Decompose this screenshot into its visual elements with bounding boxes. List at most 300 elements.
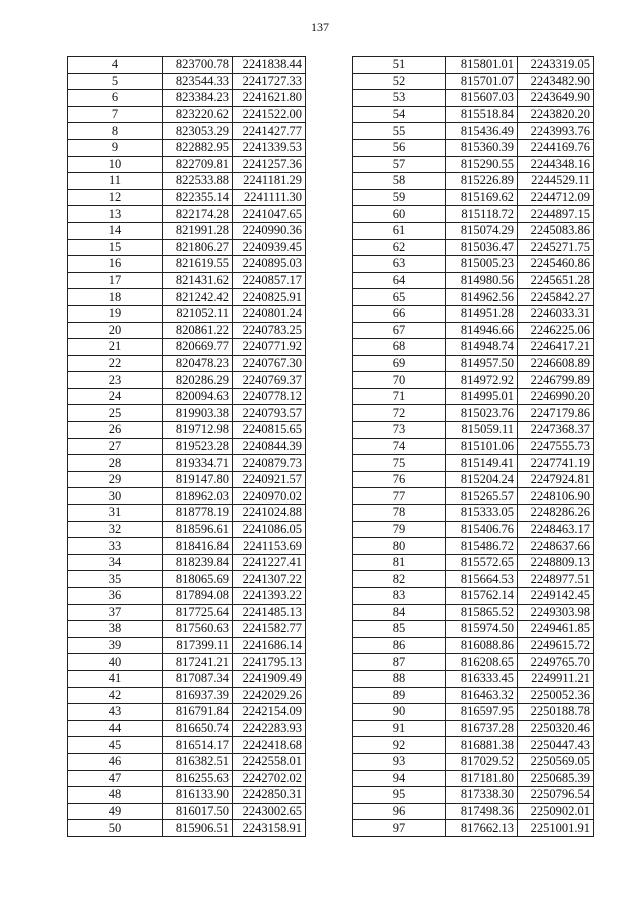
x-coordinate-cell: 818416.84	[163, 538, 233, 555]
point-number-cell: 85	[353, 621, 446, 638]
y-coordinate-cell: 2244169.76	[518, 139, 594, 156]
x-coordinate-cell: 820669.77	[163, 339, 233, 356]
table-row	[68, 405, 306, 422]
y-coordinate-cell: 2251001.91	[518, 820, 594, 837]
y-coordinate-cell: 2248809.13	[518, 554, 594, 571]
point-number-cell: 51	[353, 57, 446, 74]
x-coordinate-cell: 816791.84	[163, 704, 233, 721]
table-row	[353, 57, 594, 74]
table-row	[68, 637, 306, 654]
point-number-cell: 6	[68, 90, 163, 107]
x-coordinate-cell: 815701.07	[446, 73, 518, 90]
table-row	[353, 438, 594, 455]
point-number-cell: 83	[353, 588, 446, 605]
table-row	[353, 422, 594, 439]
table-row	[353, 471, 594, 488]
x-coordinate-cell: 814957.50	[446, 355, 518, 372]
y-coordinate-cell: 2244348.16	[518, 156, 594, 173]
point-number-cell: 20	[68, 322, 163, 339]
x-coordinate-cell: 820861.22	[163, 322, 233, 339]
x-coordinate-cell: 818065.69	[163, 571, 233, 588]
y-coordinate-cell: 2241393.22	[233, 588, 306, 605]
point-number-cell: 8	[68, 123, 163, 140]
y-coordinate-cell: 2241153.69	[233, 538, 306, 555]
table-row	[68, 206, 306, 223]
x-coordinate-cell: 814962.56	[446, 289, 518, 306]
point-number-cell: 67	[353, 322, 446, 339]
point-number-cell: 61	[353, 222, 446, 239]
y-coordinate-cell: 2240778.12	[233, 388, 306, 405]
table-row	[353, 405, 594, 422]
y-coordinate-cell: 2243993.76	[518, 123, 594, 140]
point-number-cell: 39	[68, 637, 163, 654]
point-number-cell: 81	[353, 554, 446, 571]
page-number: 137	[311, 20, 329, 34]
y-coordinate-cell: 2245271.75	[518, 239, 594, 256]
y-coordinate-cell: 2240815.65	[233, 422, 306, 439]
y-coordinate-cell: 2242029.26	[233, 687, 306, 704]
point-number-cell: 28	[68, 455, 163, 472]
y-coordinate-cell: 2241838.44	[233, 57, 306, 74]
table-row	[68, 173, 306, 190]
table-row	[353, 670, 594, 687]
x-coordinate-cell: 821052.11	[163, 305, 233, 322]
table-row	[68, 720, 306, 737]
table-row	[353, 189, 594, 206]
table-row	[353, 753, 594, 770]
x-coordinate-cell: 815226.89	[446, 173, 518, 190]
x-coordinate-cell: 815865.52	[446, 604, 518, 621]
table-row	[68, 388, 306, 405]
x-coordinate-cell: 815486.72	[446, 538, 518, 555]
point-number-cell: 58	[353, 173, 446, 190]
x-coordinate-cell: 822355.14	[163, 189, 233, 206]
point-number-cell: 86	[353, 637, 446, 654]
x-coordinate-cell: 815059.11	[446, 422, 518, 439]
x-coordinate-cell: 816937.39	[163, 687, 233, 704]
y-coordinate-cell: 2240767.30	[233, 355, 306, 372]
table-row	[68, 422, 306, 439]
table-row	[353, 538, 594, 555]
table-row	[353, 637, 594, 654]
x-coordinate-cell: 816514.17	[163, 737, 233, 754]
table-row	[68, 820, 306, 837]
y-coordinate-cell: 2240793.57	[233, 405, 306, 422]
table-row	[353, 322, 594, 339]
y-coordinate-cell: 2240990.36	[233, 222, 306, 239]
point-number-cell: 36	[68, 588, 163, 605]
point-number-cell: 13	[68, 206, 163, 223]
point-number-cell: 66	[353, 305, 446, 322]
y-coordinate-cell: 2247368.37	[518, 422, 594, 439]
point-number-cell: 22	[68, 355, 163, 372]
table-row	[68, 753, 306, 770]
table-row	[68, 239, 306, 256]
x-coordinate-cell: 817560.63	[163, 621, 233, 638]
x-coordinate-cell: 821806.27	[163, 239, 233, 256]
point-number-cell: 19	[68, 305, 163, 322]
point-number-cell: 88	[353, 670, 446, 687]
point-number-cell: 54	[353, 106, 446, 123]
table-row	[353, 621, 594, 638]
y-coordinate-cell: 2249615.72	[518, 637, 594, 654]
table-row	[353, 256, 594, 273]
point-number-cell: 52	[353, 73, 446, 90]
table-row	[353, 139, 594, 156]
x-coordinate-cell: 823544.33	[163, 73, 233, 90]
x-coordinate-cell: 821619.55	[163, 256, 233, 273]
x-coordinate-cell: 816088.86	[446, 637, 518, 654]
x-coordinate-cell: 816881.38	[446, 737, 518, 754]
x-coordinate-cell: 817087.34	[163, 670, 233, 687]
point-number-cell: 10	[68, 156, 163, 173]
point-number-cell: 24	[68, 388, 163, 405]
point-number-cell: 74	[353, 438, 446, 455]
y-coordinate-cell: 2241522.00	[233, 106, 306, 123]
table-row	[353, 90, 594, 107]
table-row	[68, 322, 306, 339]
y-coordinate-cell: 2250569.05	[518, 753, 594, 770]
x-coordinate-cell: 815149.41	[446, 455, 518, 472]
y-coordinate-cell: 2241427.77	[233, 123, 306, 140]
point-number-cell: 18	[68, 289, 163, 306]
point-number-cell: 76	[353, 471, 446, 488]
y-coordinate-cell: 2240771.92	[233, 339, 306, 356]
x-coordinate-cell: 814995.01	[446, 388, 518, 405]
table-row	[68, 222, 306, 239]
y-coordinate-cell: 2248106.90	[518, 488, 594, 505]
x-coordinate-cell: 817399.11	[163, 637, 233, 654]
point-number-cell: 37	[68, 604, 163, 621]
point-number-cell: 32	[68, 521, 163, 538]
table-row	[353, 654, 594, 671]
x-coordinate-cell: 815406.76	[446, 521, 518, 538]
table-row	[353, 571, 594, 588]
x-coordinate-cell: 820478.23	[163, 355, 233, 372]
x-coordinate-cell: 815906.51	[163, 820, 233, 837]
point-number-cell: 9	[68, 139, 163, 156]
point-number-cell: 93	[353, 753, 446, 770]
y-coordinate-cell: 2242418.68	[233, 737, 306, 754]
y-coordinate-cell: 2246033.31	[518, 305, 594, 322]
point-number-cell: 91	[353, 720, 446, 737]
point-number-cell: 95	[353, 787, 446, 804]
x-coordinate-cell: 815333.05	[446, 505, 518, 522]
x-coordinate-cell: 818962.03	[163, 488, 233, 505]
point-number-cell: 43	[68, 704, 163, 721]
x-coordinate-cell: 816650.74	[163, 720, 233, 737]
table-row	[68, 73, 306, 90]
y-coordinate-cell: 2246417.21	[518, 339, 594, 356]
point-number-cell: 14	[68, 222, 163, 239]
x-coordinate-cell: 821431.62	[163, 272, 233, 289]
y-coordinate-cell: 2244529.11	[518, 173, 594, 190]
y-coordinate-cell: 2247179.86	[518, 405, 594, 422]
point-number-cell: 59	[353, 189, 446, 206]
x-coordinate-cell: 819147.80	[163, 471, 233, 488]
table-row	[353, 604, 594, 621]
point-number-cell: 96	[353, 803, 446, 820]
y-coordinate-cell: 2250685.39	[518, 770, 594, 787]
x-coordinate-cell: 816333.45	[446, 670, 518, 687]
table-row	[353, 803, 594, 820]
y-coordinate-cell: 2249461.85	[518, 621, 594, 638]
table-row	[68, 787, 306, 804]
y-coordinate-cell: 2240970.02	[233, 488, 306, 505]
x-coordinate-cell: 815023.76	[446, 405, 518, 422]
x-coordinate-cell: 815169.62	[446, 189, 518, 206]
x-coordinate-cell: 817498.36	[446, 803, 518, 820]
point-number-cell: 38	[68, 621, 163, 638]
y-coordinate-cell: 2241621.80	[233, 90, 306, 107]
y-coordinate-cell: 2241485.13	[233, 604, 306, 621]
x-coordinate-cell: 816597.95	[446, 704, 518, 721]
y-coordinate-cell: 2240895.03	[233, 256, 306, 273]
table-row	[68, 455, 306, 472]
table-row	[353, 554, 594, 571]
point-number-cell: 44	[68, 720, 163, 737]
x-coordinate-cell: 816255.63	[163, 770, 233, 787]
y-coordinate-cell: 2243820.20	[518, 106, 594, 123]
y-coordinate-cell: 2241909.49	[233, 670, 306, 687]
point-number-cell: 5	[68, 73, 163, 90]
point-number-cell: 71	[353, 388, 446, 405]
y-coordinate-cell: 2250902.01	[518, 803, 594, 820]
point-number-cell: 42	[68, 687, 163, 704]
x-coordinate-cell: 815036.47	[446, 239, 518, 256]
x-coordinate-cell: 814951.28	[446, 305, 518, 322]
point-number-cell: 80	[353, 538, 446, 555]
y-coordinate-cell: 2247924.81	[518, 471, 594, 488]
point-number-cell: 72	[353, 405, 446, 422]
y-coordinate-cell: 2241795.13	[233, 654, 306, 671]
x-coordinate-cell: 817894.08	[163, 588, 233, 605]
x-coordinate-cell: 815290.55	[446, 156, 518, 173]
point-number-cell: 7	[68, 106, 163, 123]
table-row	[68, 189, 306, 206]
x-coordinate-cell: 819712.98	[163, 422, 233, 439]
x-coordinate-cell: 819334.71	[163, 455, 233, 472]
table-row	[353, 206, 594, 223]
point-number-cell: 53	[353, 90, 446, 107]
table-row	[353, 687, 594, 704]
coordinates-table-left	[67, 56, 306, 837]
x-coordinate-cell: 818778.19	[163, 505, 233, 522]
table-row	[353, 521, 594, 538]
x-coordinate-cell: 816017.50	[163, 803, 233, 820]
x-coordinate-cell: 822709.81	[163, 156, 233, 173]
point-number-cell: 45	[68, 737, 163, 754]
table-row	[353, 505, 594, 522]
point-number-cell: 82	[353, 571, 446, 588]
y-coordinate-cell: 2250796.54	[518, 787, 594, 804]
x-coordinate-cell: 820094.63	[163, 388, 233, 405]
x-coordinate-cell: 815265.57	[446, 488, 518, 505]
y-coordinate-cell: 2244897.15	[518, 206, 594, 223]
point-number-cell: 92	[353, 737, 446, 754]
y-coordinate-cell: 2249765.70	[518, 654, 594, 671]
table-row	[353, 787, 594, 804]
table-row	[353, 339, 594, 356]
point-number-cell: 29	[68, 471, 163, 488]
y-coordinate-cell: 2240844.39	[233, 438, 306, 455]
y-coordinate-cell: 2243482.90	[518, 73, 594, 90]
point-number-cell: 55	[353, 123, 446, 140]
table-row	[68, 438, 306, 455]
table-row	[68, 272, 306, 289]
x-coordinate-cell: 815762.14	[446, 588, 518, 605]
x-coordinate-cell: 823384.23	[163, 90, 233, 107]
point-number-cell: 25	[68, 405, 163, 422]
x-coordinate-cell: 815801.01	[446, 57, 518, 74]
table-row	[68, 505, 306, 522]
y-coordinate-cell: 2244712.09	[518, 189, 594, 206]
y-coordinate-cell: 2248637.66	[518, 538, 594, 555]
point-number-cell: 75	[353, 455, 446, 472]
point-number-cell: 4	[68, 57, 163, 74]
table-row	[353, 123, 594, 140]
y-coordinate-cell: 2241686.14	[233, 637, 306, 654]
point-number-cell: 79	[353, 521, 446, 538]
y-coordinate-cell: 2246799.89	[518, 372, 594, 389]
table-row	[68, 571, 306, 588]
table-row	[353, 156, 594, 173]
table-row	[353, 488, 594, 505]
x-coordinate-cell: 814972.92	[446, 372, 518, 389]
x-coordinate-cell: 822174.28	[163, 206, 233, 223]
x-coordinate-cell: 815664.53	[446, 571, 518, 588]
x-coordinate-cell: 815436.49	[446, 123, 518, 140]
table-row	[353, 388, 594, 405]
point-number-cell: 63	[353, 256, 446, 273]
table-row	[68, 654, 306, 671]
x-coordinate-cell: 815607.03	[446, 90, 518, 107]
x-coordinate-cell: 818596.61	[163, 521, 233, 538]
y-coordinate-cell: 2248977.51	[518, 571, 594, 588]
x-coordinate-cell: 817338.30	[446, 787, 518, 804]
table-row	[353, 239, 594, 256]
point-number-cell: 90	[353, 704, 446, 721]
y-coordinate-cell: 2245460.86	[518, 256, 594, 273]
x-coordinate-cell: 815118.72	[446, 206, 518, 223]
table-row	[68, 305, 306, 322]
point-number-cell: 68	[353, 339, 446, 356]
y-coordinate-cell: 2241024.88	[233, 505, 306, 522]
table-row	[68, 372, 306, 389]
point-number-cell: 62	[353, 239, 446, 256]
y-coordinate-cell: 2242702.02	[233, 770, 306, 787]
table-row	[68, 156, 306, 173]
y-coordinate-cell: 2241047.65	[233, 206, 306, 223]
table-row	[353, 720, 594, 737]
y-coordinate-cell: 2245083.86	[518, 222, 594, 239]
table-row	[68, 554, 306, 571]
x-coordinate-cell: 823053.29	[163, 123, 233, 140]
point-number-cell: 16	[68, 256, 163, 273]
y-coordinate-cell: 2242283.93	[233, 720, 306, 737]
x-coordinate-cell: 815572.65	[446, 554, 518, 571]
table-row	[353, 820, 594, 837]
x-coordinate-cell: 817662.13	[446, 820, 518, 837]
table-row	[68, 90, 306, 107]
x-coordinate-cell: 815360.39	[446, 139, 518, 156]
point-number-cell: 46	[68, 753, 163, 770]
point-number-cell: 26	[68, 422, 163, 439]
point-number-cell: 31	[68, 505, 163, 522]
x-coordinate-cell: 819903.38	[163, 405, 233, 422]
point-number-cell: 69	[353, 355, 446, 372]
table-row	[353, 73, 594, 90]
point-number-cell: 30	[68, 488, 163, 505]
y-coordinate-cell: 2241727.33	[233, 73, 306, 90]
point-number-cell: 56	[353, 139, 446, 156]
y-coordinate-cell: 2250447.43	[518, 737, 594, 754]
y-coordinate-cell: 2242154.09	[233, 704, 306, 721]
table-row	[353, 222, 594, 239]
table-row	[353, 289, 594, 306]
point-number-cell: 64	[353, 272, 446, 289]
point-number-cell: 89	[353, 687, 446, 704]
table-row	[353, 355, 594, 372]
y-coordinate-cell: 2247555.73	[518, 438, 594, 455]
x-coordinate-cell: 816208.65	[446, 654, 518, 671]
point-number-cell: 73	[353, 422, 446, 439]
y-coordinate-cell: 2246990.20	[518, 388, 594, 405]
y-coordinate-cell: 2250188.78	[518, 704, 594, 721]
y-coordinate-cell: 2248463.17	[518, 521, 594, 538]
x-coordinate-cell: 816737.28	[446, 720, 518, 737]
y-coordinate-cell: 2243649.90	[518, 90, 594, 107]
table-row	[68, 770, 306, 787]
table-row	[68, 139, 306, 156]
x-coordinate-cell: 815005.23	[446, 256, 518, 273]
x-coordinate-cell: 816382.51	[163, 753, 233, 770]
table-row	[68, 737, 306, 754]
y-coordinate-cell: 2240921.57	[233, 471, 306, 488]
table-row	[68, 123, 306, 140]
point-number-cell: 47	[68, 770, 163, 787]
y-coordinate-cell: 2240939.45	[233, 239, 306, 256]
x-coordinate-cell: 815101.06	[446, 438, 518, 455]
y-coordinate-cell: 2240769.37	[233, 372, 306, 389]
x-coordinate-cell: 821991.28	[163, 222, 233, 239]
table-row	[353, 372, 594, 389]
point-number-cell: 60	[353, 206, 446, 223]
point-number-cell: 70	[353, 372, 446, 389]
x-coordinate-cell: 817241.21	[163, 654, 233, 671]
x-coordinate-cell: 816133.90	[163, 787, 233, 804]
point-number-cell: 17	[68, 272, 163, 289]
point-number-cell: 94	[353, 770, 446, 787]
table-row	[68, 256, 306, 273]
point-number-cell: 57	[353, 156, 446, 173]
y-coordinate-cell: 2243002.65	[233, 803, 306, 820]
x-coordinate-cell: 821242.42	[163, 289, 233, 306]
table-row	[68, 538, 306, 555]
table-row	[68, 670, 306, 687]
point-number-cell: 27	[68, 438, 163, 455]
table-row	[68, 106, 306, 123]
y-coordinate-cell: 2242850.31	[233, 787, 306, 804]
x-coordinate-cell: 815974.50	[446, 621, 518, 638]
y-coordinate-cell: 2241227.41	[233, 554, 306, 571]
table-row	[68, 604, 306, 621]
table-row	[68, 621, 306, 638]
y-coordinate-cell: 2241257.36	[233, 156, 306, 173]
x-coordinate-cell: 817029.52	[446, 753, 518, 770]
y-coordinate-cell: 2240879.73	[233, 455, 306, 472]
point-number-cell: 40	[68, 654, 163, 671]
